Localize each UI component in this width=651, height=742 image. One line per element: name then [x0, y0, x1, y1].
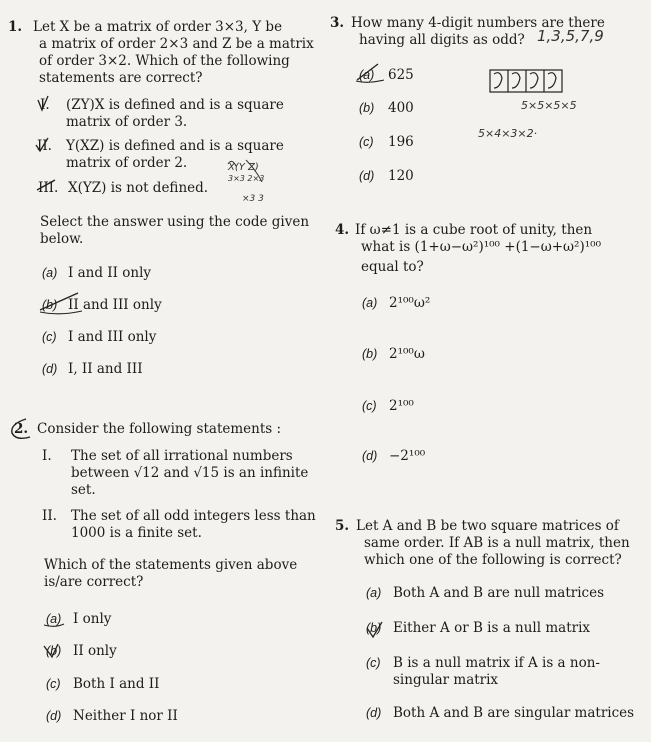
q3-opt-c-label: (c)	[359, 135, 374, 149]
q1-opt-b[interactable]: II and III only	[68, 297, 162, 313]
q3-opt-b-label: (b)	[359, 101, 375, 115]
q2-s1-line-2: between √12 and √15 is an infinite	[71, 465, 309, 481]
q4-opt-c-label: (c)	[362, 399, 377, 413]
q2-opt-c-label: (c)	[46, 677, 61, 691]
q2-s1-line-3: set.	[71, 482, 96, 498]
q1-s1-line-2: matrix of order 3.	[66, 114, 188, 130]
q4-line-2: what is (1+ω−ω²)¹⁰⁰ +(1−ω+ω²)¹⁰⁰	[361, 239, 601, 255]
q5-opt-d-label: (d)	[366, 706, 382, 720]
digit-boxes-icon	[490, 70, 562, 92]
q4-number: 4.	[335, 222, 350, 238]
q1-select-line-2: below.	[40, 231, 84, 247]
q2-opt-c[interactable]: Both I and II	[73, 676, 160, 692]
q1-opt-a-label: (a)	[42, 266, 58, 280]
q5-opt-c-label: (c)	[366, 656, 381, 670]
q2-number: 2.	[14, 421, 29, 437]
q2-opt-d-label: (d)	[46, 709, 62, 723]
q1-opt-d[interactable]: I, II and III	[68, 361, 143, 377]
q1-opt-d-label: (d)	[42, 362, 58, 376]
q5-number: 5.	[335, 518, 350, 534]
q5-line-2: same order. If AB is a null matrix, then	[364, 535, 630, 551]
q2-opt-a-label: (a)	[46, 612, 62, 626]
q4-opt-a[interactable]: 2¹⁰⁰ω²	[389, 295, 431, 311]
q1-line-2: a matrix of order 2×3 and Z be a matrix	[39, 36, 314, 52]
note-odd-digits: 1,3,5,7,9	[537, 27, 604, 45]
q3-opt-a[interactable]: 625	[388, 67, 414, 83]
q1-s2-num: II.	[37, 138, 52, 154]
q5-opt-b[interactable]: Either A or B is a null matrix	[393, 620, 591, 636]
q2-s1-line-1: The set of all irrational numbers	[71, 448, 293, 464]
q1-opt-c-label: (c)	[42, 330, 57, 344]
q1-s2-line-2: matrix of order 2.	[66, 155, 188, 171]
q5-opt-b-label: (b)	[366, 621, 382, 635]
q1-line-1: Let X be a matrix of order 3×3, Y be	[33, 19, 283, 35]
q3-opt-d[interactable]: 120	[388, 168, 414, 184]
q1-s1-num: I.	[40, 97, 50, 113]
q1-opt-c[interactable]: I and III only	[68, 329, 157, 345]
q3-opt-b[interactable]: 400	[388, 100, 414, 116]
q2-opt-b[interactable]: II only	[73, 643, 117, 659]
q3-opt-d-label: (d)	[359, 169, 375, 183]
q5-opt-c-line-2[interactable]: singular matrix	[393, 672, 499, 688]
note-q1-result: ×3 3	[242, 194, 264, 204]
q1-s1-line-1: (ZY)X is defined and is a square	[66, 97, 284, 113]
note-q1-orders: 3×3 2×3	[228, 174, 265, 183]
q1-s3-num: III.	[38, 180, 59, 196]
q5-opt-d[interactable]: Both A and B are singular matrices	[393, 705, 635, 721]
q2-opt-a[interactable]: I only	[73, 611, 112, 627]
q3-opt-a-label: (a)	[359, 68, 375, 82]
note-q3c-calc: 5×4×3×2·	[478, 127, 538, 140]
q4-line-1: If ω≠1 is a cube root of unity, then	[355, 222, 593, 238]
q2-line-1: Consider the following statements :	[37, 421, 282, 437]
note-q1-xyz: X(Y Z)	[228, 162, 259, 173]
q4-opt-c[interactable]: 2¹⁰⁰	[389, 398, 414, 414]
q4-opt-b[interactable]: 2¹⁰⁰ω	[389, 346, 425, 362]
q3-opt-c[interactable]: 196	[388, 134, 414, 150]
q4-opt-a-label: (a)	[362, 296, 378, 310]
q1-select-line-1: Select the answer using the code given	[40, 214, 310, 230]
note-five-power: 5×5×5×5	[521, 99, 577, 112]
q1-s2-line-1: Y(XZ) is defined and is a square	[66, 138, 284, 154]
q2-s2-line-2: 1000 is a finite set.	[71, 525, 202, 541]
q1-line-3: of order 3×2. Which of the following	[39, 53, 290, 69]
q2-s2-num: II.	[42, 508, 57, 524]
q4-opt-b-label: (b)	[362, 347, 378, 361]
q1-s3-line-1: X(YZ) is not defined.	[68, 180, 209, 196]
q5-line-1: Let A and B be two square matrices of	[356, 518, 619, 534]
q1-line-4: statements are correct?	[39, 70, 203, 86]
q5-opt-a[interactable]: Both A and B are null matrices	[393, 585, 605, 601]
q4-line-3: equal to?	[361, 259, 424, 275]
q2-question-line-1: Which of the statements given above	[44, 557, 298, 573]
q4-opt-d[interactable]: −2¹⁰⁰	[389, 448, 426, 464]
q1-number: 1.	[8, 19, 23, 35]
q2-opt-d[interactable]: Neither I nor II	[73, 708, 178, 724]
q4-opt-d-label: (d)	[362, 449, 378, 463]
q3-line-1: How many 4-digit numbers are there	[351, 15, 605, 31]
q2-s2-line-1: The set of all odd integers less than	[71, 508, 316, 524]
q5-opt-c-line-1[interactable]: B is a null matrix if A is a non-	[393, 655, 600, 671]
q3-line-2: having all digits as odd?	[359, 32, 525, 48]
q3-number: 3.	[330, 15, 345, 31]
q1-opt-b-label: (b)	[42, 298, 58, 312]
q5-line-3: which one of the following is correct?	[364, 552, 622, 568]
q2-opt-b-label: (b)	[46, 644, 62, 658]
q1-opt-a[interactable]: I and II only	[68, 265, 152, 281]
q5-opt-a-label: (a)	[366, 586, 382, 600]
q2-s1-num: I.	[42, 448, 52, 464]
q2-question-line-2: is/are correct?	[44, 574, 144, 590]
